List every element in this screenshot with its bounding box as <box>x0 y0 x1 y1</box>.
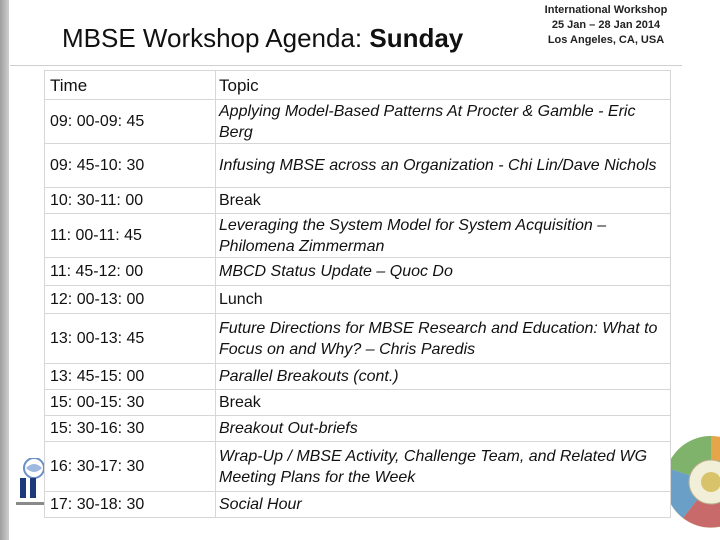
header-divider <box>10 65 682 66</box>
table-row <box>45 314 671 364</box>
workshop-info <box>522 3 690 48</box>
topic-cell: Breakout Out-briefs <box>216 416 671 442</box>
table-row <box>45 390 671 416</box>
table-row <box>45 100 671 144</box>
topic-cell: Break <box>216 390 671 416</box>
topic-cell: Parallel Breakouts (cont.) <box>216 364 671 390</box>
topic-cell: Applying Model-Based Patterns At Procter & Gamble - Eric Berg <box>216 100 671 144</box>
time-cell: 11: 00-11: 45 <box>45 214 216 258</box>
table-row <box>45 188 671 214</box>
topic-cell: MBCD Status Update – Quoc Do <box>216 258 671 286</box>
topic-cell: Infusing MBSE across an Organization - Chi Lin/Dave Nichols <box>216 144 671 188</box>
table-row <box>45 492 671 518</box>
workshop-name: International Workshop <box>544 4 668 16</box>
workshop-dates: 25 Jan – 28 Jan 2014 <box>551 19 661 31</box>
table-row <box>45 442 671 492</box>
slide-title <box>62 23 463 54</box>
title-prefix: MBSE Workshop Agenda: <box>62 23 370 53</box>
header-topic: Topic <box>216 71 671 100</box>
topic-cell: Lunch <box>216 286 671 314</box>
table-header-row <box>45 71 671 100</box>
topic-cell: Social Hour <box>216 492 671 518</box>
time-cell: 09: 00-09: 45 <box>45 100 216 144</box>
time-cell: 13: 00-13: 45 <box>45 314 216 364</box>
color-wheel-graphic-icon <box>663 432 720 532</box>
table-row <box>45 214 671 258</box>
time-cell: 13: 45-15: 00 <box>45 364 216 390</box>
table-row <box>45 416 671 442</box>
table-row <box>45 364 671 390</box>
time-cell: 16: 30-17: 30 <box>45 442 216 492</box>
time-cell: 15: 30-16: 30 <box>45 416 216 442</box>
time-cell: 17: 30-18: 30 <box>45 492 216 518</box>
table-row <box>45 144 671 188</box>
table-row <box>45 258 671 286</box>
topic-cell: Break <box>216 188 671 214</box>
time-cell: 15: 00-15: 30 <box>45 390 216 416</box>
table-row <box>45 286 671 314</box>
title-day: Sunday <box>369 23 464 53</box>
topic-cell: Future Directions for MBSE Research and Education: What to Focus on and Why? – Chris Paredis <box>216 314 671 364</box>
left-edge-bar <box>0 0 9 540</box>
time-cell: 11: 45-12: 00 <box>45 258 216 286</box>
agenda-table <box>44 70 671 518</box>
topic-cell: Leveraging the System Model for System Acquisition – Philomena Zimmerman <box>216 214 671 258</box>
time-cell: 09: 45-10: 30 <box>45 144 216 188</box>
time-cell: 10: 30-11: 00 <box>45 188 216 214</box>
workshop-location: Los Angeles, CA, USA <box>547 34 665 46</box>
topic-cell: Wrap-Up / MBSE Activity, Challenge Team, and Related WG Meeting Plans for the Week <box>216 442 671 492</box>
time-cell: 12: 00-13: 00 <box>45 286 216 314</box>
header-time: Time <box>45 71 216 100</box>
